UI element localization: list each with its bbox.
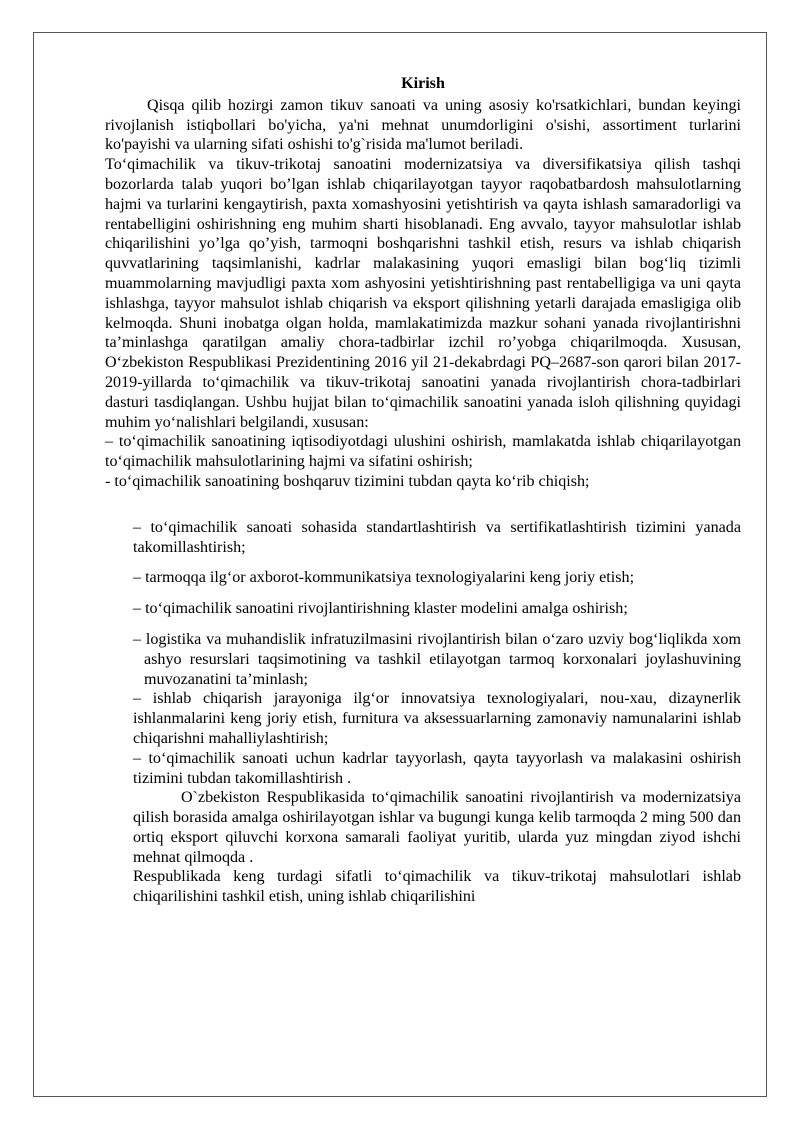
list-item: - to‘qimachilik sanoatining boshqaruv tizimini tubdan qayta ko‘rib chiqish; bbox=[105, 472, 590, 490]
list-item: – to‘qimachilik sanoati uchun kadrlar tayyorlash, qayta tayyorlash va malakasini oshirish tizimini tubdan takomillashtirish . bbox=[133, 749, 741, 787]
list-item: – to‘qimachilik sanoatini rivojlantirishning klaster modelini amalga oshirish; bbox=[133, 600, 628, 618]
list-item: – logistika va muhandislik infratuzilmasini rivojlantirish bilan o‘zaro uzviy bog‘liqlikda xom ashyo resurslari taqsimotining va tashkil etilayotgan tarmoq korxonalari joylashuvining muvozanatini ta’minlash; bbox=[133, 630, 741, 688]
list-item: – ishlab chiqarish jarayoniga ilg‘or innovatsiya texnologiyalari, nou-xau, dizaynerlik ishlanmalarini keng joriy etish, furnitura va aksessuarlarning zamonaviy namunalarini ishlab chiqarishni mahalliylashtirish; bbox=[133, 690, 741, 747]
list-item: – tarmoqqa ilg‘or axborot-kommunikatsiya texnologiyalarini keng joriy etish; bbox=[133, 569, 635, 587]
main-paragraph: To‘qimachilik va tikuv-trikotaj sanoatini modernizatsiya va diversifikatsiya qilish tashqi bozorlarda talab yuqori bo’lgan ishlab chiqarilayotgan tayyor raqobatbardosh mahsulotlarning hajmi va turlarini kengaytirish, paxta xomashyosini yetishtirish va qayta ishlash samaradorligi va rentabelligini oshirishning eng muhim sharti hisoblanadi. Eng avvalo, tayyor mahsulotlar ishlab chiqarilishini yo’lga qo’yish, tarmoqni boshqarishni tashkil etish, resurs va ishlab chiqarish quvvatlarining taqsimlanishi, kadrlar malakasining yuqori emasligi bilan bog‘liq tizimli muammolarning mavjudligi paxta xom ashyosini yetishtirishning past rentabelligiga va uni qayta ishlashga, tayyor mahsulot ishlab chiqarish va eksport qilishning yetarli darajada emasligiga olib kelmoqda. Shuni inobatga olgan holda, mamlakatimizda mazkur sohani yanada rivojlantirishni ta’minlashga qaratilgan amaliy chora-tadbirlar izchil ro’yobga chiqarilmoqda. Xususan, O‘zbekiston Respublikasi Prezidentining 2016 yil 21-dekabrdagi PQ–2687-son qarori bilan 2017-2019-yillarda to‘qimachilik va tikuv-trikotaj sanoatini yanada rivojlantirish chora-tadbirlari dasturi tasdiqlangan. Ushbu hujjat bilan to‘qimachilik sanoatini yanada isloh qilishning quyidagi muhim yo‘nalishlari belgilandi, xususan: bbox=[105, 156, 741, 431]
document-title: Kirish bbox=[401, 75, 445, 92]
export-paragraph: O`zbekiston Respublikasida to‘qimachilik sanoatini rivojlantirish va modernizatsiya qilish borasida amalga oshirilayotgan ishlar va bugungi kunga kelib tarmoqda 2 ming 500 dan ortiq eksport qiluvchi korxona samarali faoliyat yuritib, ularda yuz mingdan ziyod ishchi mehnat qilmoqda . bbox=[133, 789, 741, 866]
list-item: – to‘qimachilik sanoatining iqtisodiyotdagi ulushini oshirish, mamlakatda ishlab chiqarilayotgan to‘qimachilik mahsulotlarining hajmi va sifatini oshirish; bbox=[105, 433, 741, 471]
document-body bbox=[105, 74, 741, 907]
list-item: – to‘qimachilik sanoati sohasida standartlashtirish va sertifikatlashtirish tizimini yanada takomillashtirish; bbox=[133, 518, 741, 556]
directions-list-a bbox=[105, 432, 741, 491]
directions-list-b bbox=[133, 518, 741, 690]
closing-paragraph: Respublikada keng turdagi sifatli to‘qimachilik va tikuv-trikotaj mahsulotlari ishlab chiqarilishini tashkil etish, uning ishlab chiqarilishini bbox=[133, 868, 741, 906]
intro-paragraph: Qisqa qilib hozirgi zamon tikuv sanoati va uning asosiy ko'rsatkichlari, bundan keyingi rivojlanish istiqbollari bo'yicha, ya'ni mehnat unumdorligini o'sishi, assortiment turlarini ko'payishi va ularning sifati oshishi to'g`risida ma'lumot beriladi. bbox=[105, 96, 741, 154]
directions-list-c bbox=[133, 689, 741, 907]
